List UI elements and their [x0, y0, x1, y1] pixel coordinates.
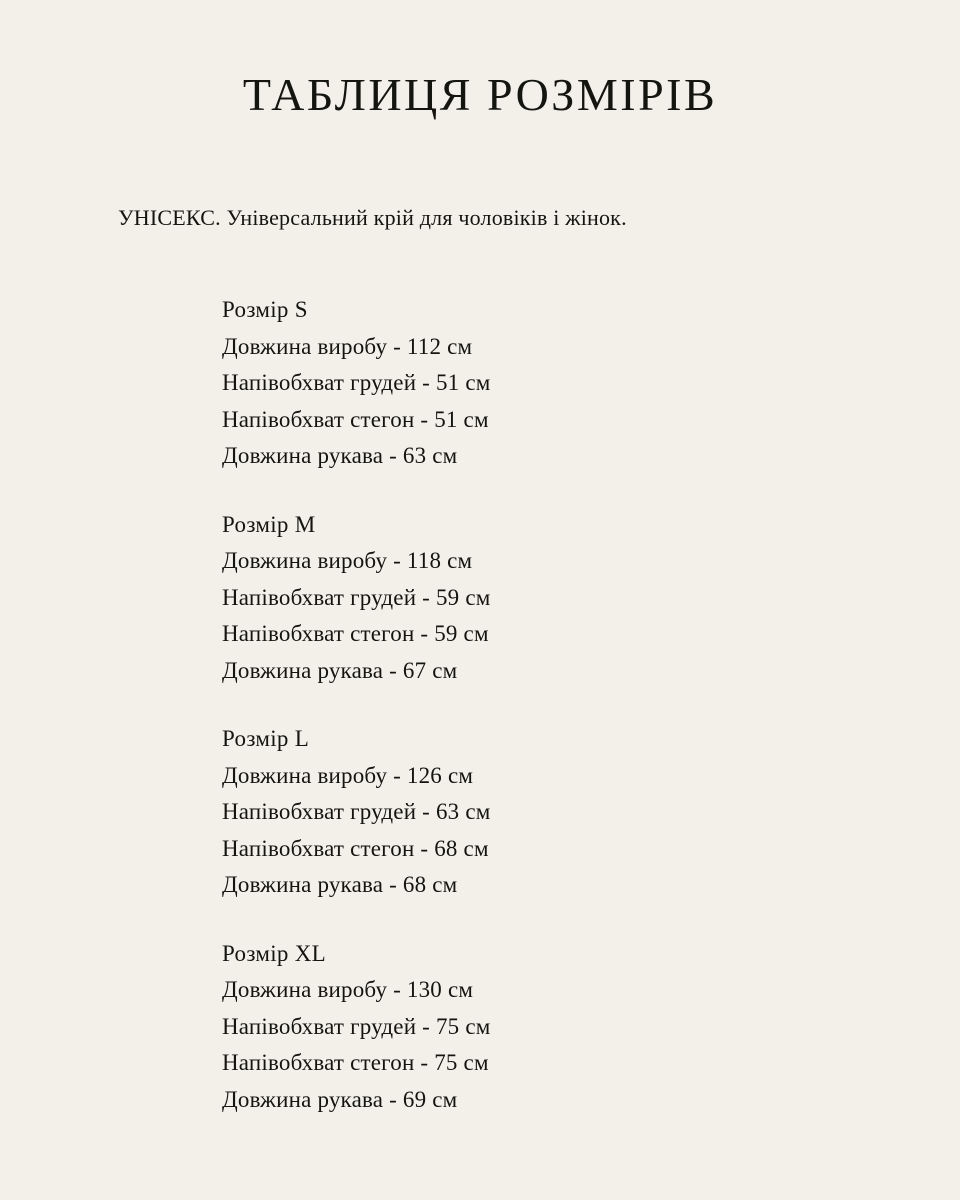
measure-hips-xl: Напівобхват стегон - 75 см: [222, 1050, 489, 1075]
size-label-s: Розмір S: [222, 297, 308, 322]
measure-chest-m: Напівобхват грудей - 59 см: [222, 584, 491, 610]
size-label-m: Розмір M: [222, 511, 316, 537]
measure-hips-l: Напівобхват стегон - 68 см: [222, 835, 489, 861]
measure-chest-xl: Напівобхват грудей - 75 см: [222, 1013, 491, 1039]
measure-length-l: Довжина виробу - 126 см: [222, 762, 474, 788]
unisex-subtitle: УНІСЕКС. Універсальний крій для чоловіків і жінок.: [118, 205, 627, 230]
size-block-m: [222, 507, 842, 690]
size-block-s: [222, 292, 842, 475]
measure-length-s: Довжина виробу - 112 см: [222, 333, 473, 359]
measure-length-xl: Довжина виробу - 130 см: [222, 977, 474, 1002]
measure-sleeve-l: Довжина рукава - 68 см: [222, 872, 458, 897]
size-blocks: [222, 292, 842, 1118]
measure-sleeve-xl: Довжина рукава - 69 см: [222, 1086, 458, 1112]
measure-chest-l: Напівобхват грудей - 63 см: [222, 799, 491, 824]
measure-sleeve-s: Довжина рукава - 63 см: [222, 443, 458, 468]
measure-length-m: Довжина виробу - 118 см: [222, 548, 473, 573]
size-block-l: [222, 721, 842, 904]
measure-chest-s: Напівобхват грудей - 51 см: [222, 370, 491, 395]
size-block-xl: [222, 936, 842, 1119]
measure-hips-m: Напівобхват стегон - 59 см: [222, 621, 489, 646]
measure-sleeve-m: Довжина рукава - 67 см: [222, 657, 458, 683]
page-title: ТАБЛИЦЯ РОЗМІРІВ: [242, 69, 718, 120]
size-label-xl: Розмір XL: [222, 940, 327, 966]
measure-hips-s: Напівобхват стегон - 51 см: [222, 406, 489, 432]
size-label-l: Розмір L: [222, 726, 310, 751]
